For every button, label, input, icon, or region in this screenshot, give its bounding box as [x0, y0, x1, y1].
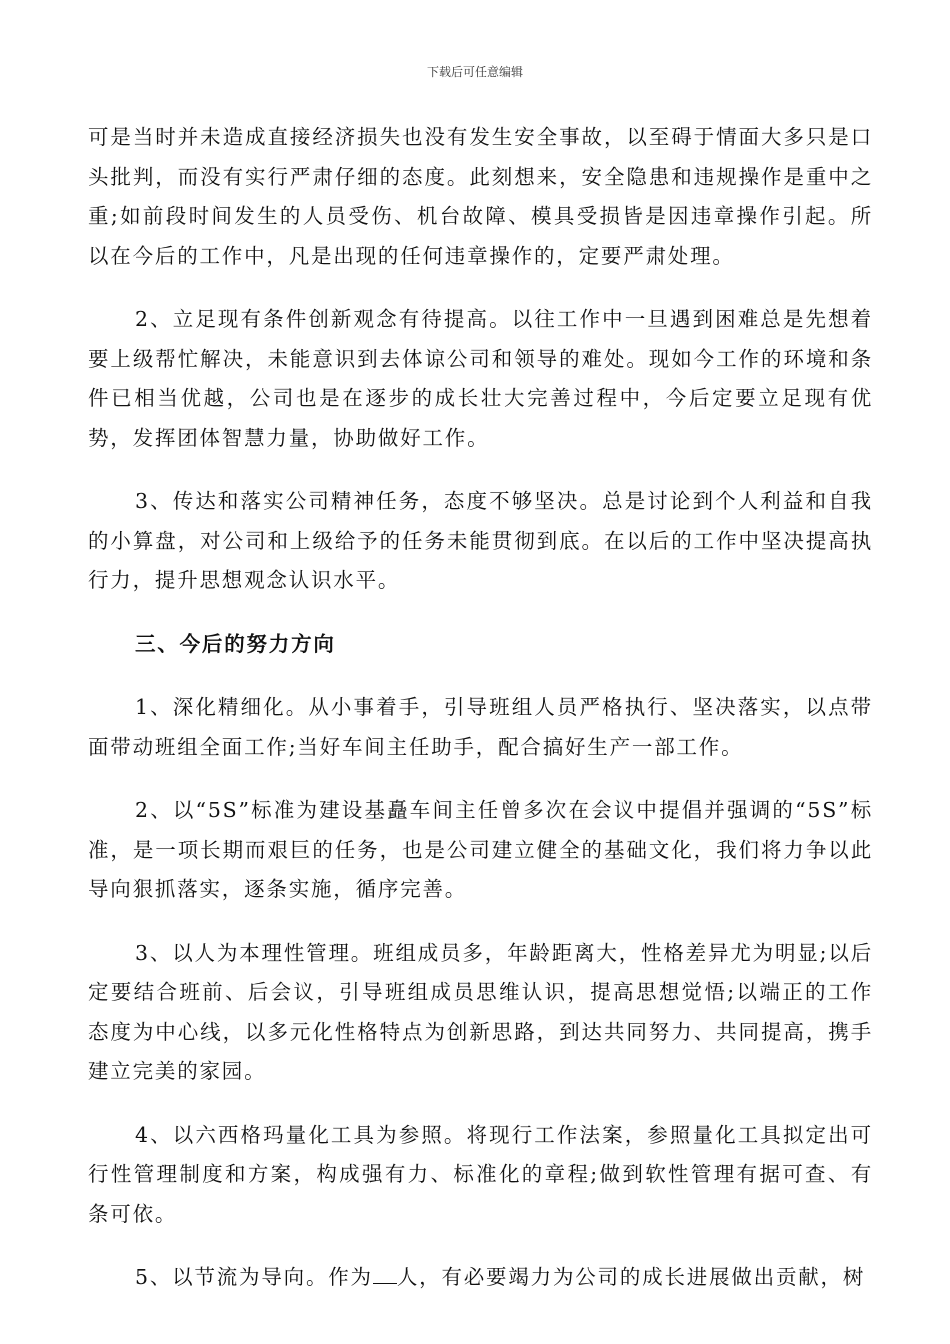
direction-item-5-end: 人，有必要竭力为公司的成长进展做出贡献，树 — [396, 1265, 866, 1289]
paragraph-item-2: 2、立足现有条件创新观念有待提高。以往工作中一旦遇到困难总是先想着要上级帮忙解决，未能意识到去体谅公司和领导的难处。现如今工作的环境和条件已相当优越，公司也是在逐步的成长壮大完善过程中，今后定要立足现有优势，发挥团体智慧力量，协助做好工作。 — [88, 307, 873, 450]
direction-item-2: 2、以“5S”标准为建设基矗车间主任曾多次在会议中提倡并强调的“5S”标准，是一项长期而艰巨的任务，也是公司建立健全的基础文化，我们将力争以此导向狠抓落实，逐条实施，循序完善。 — [88, 798, 873, 901]
document-body — [88, 118, 873, 1322]
fill-in-blank — [373, 1265, 397, 1284]
page-header: 下载后可任意编辑 — [426, 65, 523, 79]
direction-item-1: 1、深化精细化。从小事着手，引导班组人员严格执行、坚决落实，以点带面带动班组全面工作;当好车间主任助手，配合搞好生产一部工作。 — [88, 695, 873, 759]
direction-item-3: 3、以人为本理性管理。班组成员多，年龄距离大，性格差异尤为明显;以后定要结合班前、后会议，引导班组成员思维认识，提高思想觉悟;以端正的工作态度为中心线，以多元化性格特点为创新思路，到达共同努力、共同提高，携手建立完美的家园。 — [88, 940, 873, 1083]
paragraph-item-3: 3、传达和落实公司精神任务，态度不够坚决。总是讨论到个人利益和自我的小算盘，对公司和上级给予的任务未能贯彻到底。在以后的工作中坚决提高执行力，提升思想观念认识水平。 — [88, 489, 873, 592]
direction-item-5-start: 5、以节流为导向。作为 — [135, 1265, 373, 1289]
direction-item-5 — [88, 1258, 873, 1298]
section-heading: 三、今后的努力方向 — [135, 631, 336, 656]
direction-item-4: 4、以六西格玛量化工具为参照。将现行工作法案，参照量化工具拟定出可行性管理制度和方案，构成强有力、标准化的章程;做到软性管理有据可查、有条可依。 — [88, 1122, 873, 1226]
paragraph-continuation: 可是当时并未造成直接经济损失也没有发生安全事故，以至碍于情面大多只是口头批判，而没有实行严肃仔细的态度。此刻想来，安全隐患和违规操作是重中之重;如前段时间发生的人员受伤、机台故障、模具受损皆是因违章操作引起。所以在今后的工作中，凡是出现的任何违章操作的，定要严肃处理。 — [88, 125, 873, 268]
